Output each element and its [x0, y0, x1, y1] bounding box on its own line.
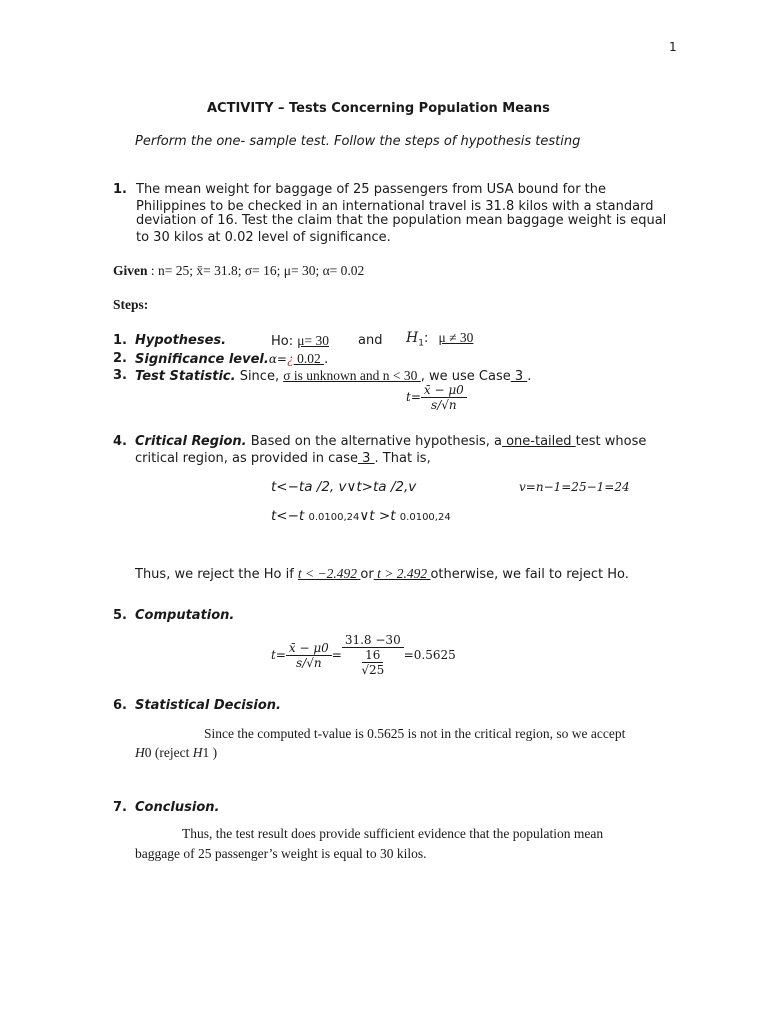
page-title: ACTIVITY – Tests Concerning Population Means	[207, 101, 550, 116]
expr2-part-b: ∨t >t	[359, 508, 400, 524]
step4-text1: Based on the alternative hypothesis, a	[246, 434, 502, 449]
h1-value: μ ≠ 30	[438, 330, 474, 345]
step3-since: Since,	[235, 369, 284, 384]
rejection-rule	[135, 566, 629, 582]
step4-label: Critical Region.	[135, 434, 247, 449]
step4-tailed: one-tailed	[501, 434, 576, 449]
expr2-sub-1: 0.0100,24	[308, 512, 360, 523]
problem-line-4: to 30 kilos at 0.02 level of significance.	[136, 230, 391, 245]
step3-end: .	[527, 369, 532, 384]
problem-line-3: deviation of 16. Test the claim that the population mean baggage weight is equal	[136, 213, 667, 228]
h1-subscript: 1	[418, 338, 424, 349]
problem-number: 1.	[113, 182, 127, 197]
step2-number: 2.	[113, 351, 127, 366]
decision-h0: H	[135, 745, 145, 760]
formula-denominator: s/√n	[431, 398, 457, 412]
step3-label: Test Statistic.	[135, 369, 236, 384]
decision-h1-tail: 1 )	[202, 745, 218, 760]
step2-label: Significance level.	[135, 352, 269, 367]
degrees-of-freedom: v=n−1=25−1=24	[519, 480, 630, 494]
step4-line1	[135, 434, 646, 449]
step6-number: 6.	[113, 698, 127, 713]
step4-text2: test whose	[575, 434, 647, 449]
ho-prefix: Ho:	[271, 334, 298, 349]
reject-condition-1: t < −2.492	[297, 566, 361, 581]
step5-label: Computation.	[135, 608, 235, 623]
problem-line-2: Philippines to be checked in an international travel is 31.8 kilos with a standard	[136, 199, 654, 214]
step1-and: and	[358, 333, 383, 348]
h1-colon: :	[423, 331, 429, 346]
steps-heading: Steps:	[113, 297, 149, 312]
step4-case: 3	[358, 451, 375, 466]
comp-frac1-num: x̄ − μ0	[286, 641, 332, 656]
step1-h1	[406, 330, 473, 349]
given-values: : n= 25; x̄= 31.8; σ= 16; μ= 30; α= 0.02	[147, 263, 365, 278]
step2-line	[135, 351, 328, 367]
reject-condition-2: t > 2.492	[373, 566, 431, 581]
step3-number: 3.	[113, 368, 127, 383]
alpha-symbol: α=	[268, 352, 287, 366]
comp-result: =0.5625	[403, 648, 456, 662]
step4-line2	[135, 451, 431, 466]
step3-case: 3	[510, 369, 528, 384]
instruction: Perform the one- sample test. Follow the steps of hypothesis testing	[135, 134, 581, 149]
comp-t-eq: t=	[271, 648, 286, 662]
expr2-part-a: t<−t	[271, 508, 309, 524]
critical-expression-1: t<−ta /2, v∨t>ta /2,v	[271, 479, 417, 495]
expr2-sub-2: 0.0100,24	[399, 512, 451, 523]
step7-label: Conclusion.	[135, 800, 220, 815]
alpha-value: 0.02	[293, 351, 325, 366]
decision-h0-tail: 0 (reject	[144, 745, 193, 760]
comp-frac2-inner-num: 16	[362, 648, 383, 663]
reject-text-b: otherwise, we fail to reject Ho.	[430, 567, 629, 582]
reject-text-a: Thus, we reject the Ho if	[135, 567, 298, 582]
step1-label: Hypotheses.	[135, 333, 227, 348]
step3-line	[135, 368, 531, 384]
step3-condition: σ is unknown and n < 30	[283, 368, 421, 383]
conclusion-line-1: Thus, the test result does provide sufficient evidence that the population mean	[182, 826, 604, 841]
step4-line2a: critical region, as provided in case	[135, 451, 358, 466]
step1-number: 1.	[113, 333, 127, 348]
formula-numerator: x̄ − μ0	[421, 383, 467, 398]
test-statistic-formula	[406, 383, 467, 412]
conclusion-line-2: baggage of 25 passenger’s weight is equal to 30 kilos.	[135, 846, 427, 861]
alpha-glyph: ¿	[286, 351, 294, 366]
given-line	[113, 263, 364, 279]
step7-number: 7.	[113, 800, 127, 815]
critical-expression-2	[271, 508, 451, 524]
decision-line-1: Since the computed t-value is 0.5625 is not in the critical region, so we accept	[204, 726, 626, 741]
computation-formula	[271, 633, 456, 677]
page-number: 1	[669, 40, 677, 54]
h1-letter: H	[406, 330, 419, 346]
comp-eq1: =	[331, 648, 342, 662]
ho-value: μ= 30	[297, 333, 329, 348]
step4-number: 4.	[113, 434, 127, 449]
step2-dot: .	[324, 352, 329, 367]
formula-lhs: t=	[406, 390, 421, 404]
given-label: Given	[113, 263, 148, 278]
comp-frac1-den: s/√n	[296, 655, 322, 670]
comp-frac2-inner-den: √25	[361, 663, 385, 677]
step3-mid: , we use Case	[420, 369, 511, 384]
problem-line-1: The mean weight for baggage of 25 passengers from USA bound for the	[136, 182, 607, 197]
decision-line-2	[135, 745, 217, 761]
step5-number: 5.	[113, 608, 127, 623]
step6-label: Statistical Decision.	[135, 698, 281, 713]
step4-line2b: . That is,	[374, 451, 431, 466]
step1-ho	[271, 333, 329, 349]
decision-h1: H	[192, 745, 203, 760]
reject-or: or	[360, 567, 374, 582]
comp-frac2-num: 31.8 −30	[342, 633, 404, 648]
